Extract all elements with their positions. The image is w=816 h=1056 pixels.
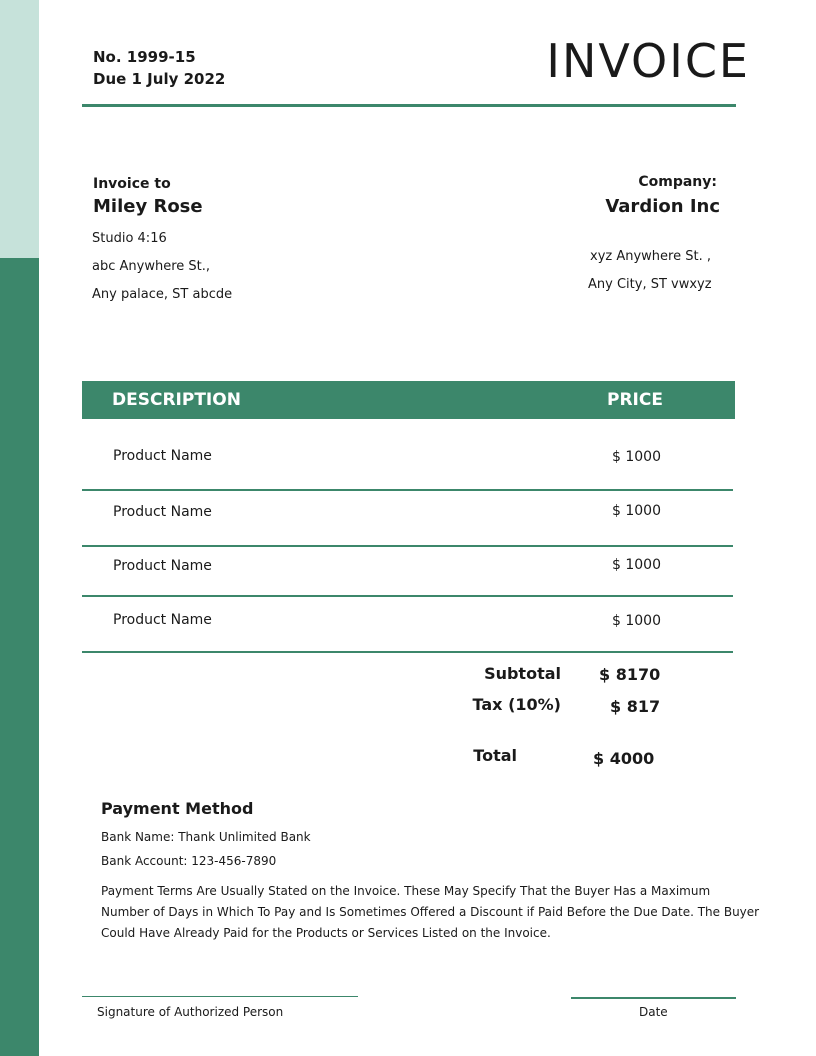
invoice-number: No. 1999-15: [93, 48, 196, 66]
invoice-title: INVOICE: [546, 34, 750, 88]
table-row-divider: [82, 489, 733, 491]
company-block: [560, 174, 740, 292]
invoice-meta: [93, 46, 225, 90]
subtotal-value: $ 8170: [599, 665, 661, 684]
table-row-description: Product Name: [113, 558, 212, 574]
bill-to-name: Miley Rose: [93, 196, 203, 217]
subtotal-label: Subtotal: [484, 664, 561, 683]
table-row-divider: [82, 595, 733, 597]
table-row-description: Product Name: [113, 504, 212, 520]
sidebar-band-dark: [0, 258, 39, 1056]
header-divider: [82, 104, 736, 107]
company-label: Company:: [638, 174, 717, 190]
table-row-description: Product Name: [113, 448, 212, 464]
table-row-divider: [82, 651, 733, 653]
bill-to-block: [92, 176, 233, 302]
company-address-line: Any City, ST vwxyz: [588, 277, 712, 292]
invoice-due-date: Due 1 July 2022: [93, 70, 226, 88]
company-name: Vardion Inc: [605, 196, 720, 217]
description-header: DESCRIPTION: [112, 390, 241, 410]
table-header: [82, 381, 735, 419]
date-label: Date: [639, 1005, 668, 1019]
price-header: PRICE: [607, 390, 663, 410]
bank-account: Bank Account: 123-456-7890: [101, 854, 277, 868]
table-row-price: $ 1000: [612, 503, 661, 519]
signature-label: Signature of Authorized Person: [97, 1005, 284, 1019]
total-label: Total: [473, 746, 517, 765]
bill-to-address-line: Any palace, ST abcde: [92, 287, 233, 302]
payment-terms: Payment Terms Are Usually Stated on the Invoice. These May Specify That the Buyer Has a Maximum Number of Days in Which To Pay and Is Sometimes Offered a Discount if Paid Before the Due Date. The Buyer Could Have Already Paid for the Products or Services Listed on the Invoice.: [101, 884, 760, 940]
bank-name: Bank Name: Thank Unlimited Bank: [101, 830, 311, 844]
bill-to-address-line: abc Anywhere St.,: [92, 259, 210, 274]
table-row-price: $ 1000: [612, 613, 661, 629]
sidebar-band-light: [0, 0, 39, 258]
table-row-price: $ 1000: [612, 557, 661, 573]
tax-label: Tax (10%): [472, 695, 561, 714]
tax-value: $ 817: [610, 697, 661, 716]
bill-to-label: Invoice to: [93, 176, 171, 192]
signature-line: [82, 996, 358, 997]
bill-to-address-line: Studio 4:16: [92, 231, 167, 246]
date-line: [571, 997, 736, 999]
total-value: $ 4000: [593, 749, 655, 768]
table-row-description: Product Name: [113, 612, 212, 628]
payment-method-title: Payment Method: [101, 799, 254, 818]
table-row-divider: [82, 545, 733, 547]
company-address-line: xyz Anywhere St. ,: [590, 249, 711, 264]
table-row-price: $ 1000: [612, 449, 661, 465]
